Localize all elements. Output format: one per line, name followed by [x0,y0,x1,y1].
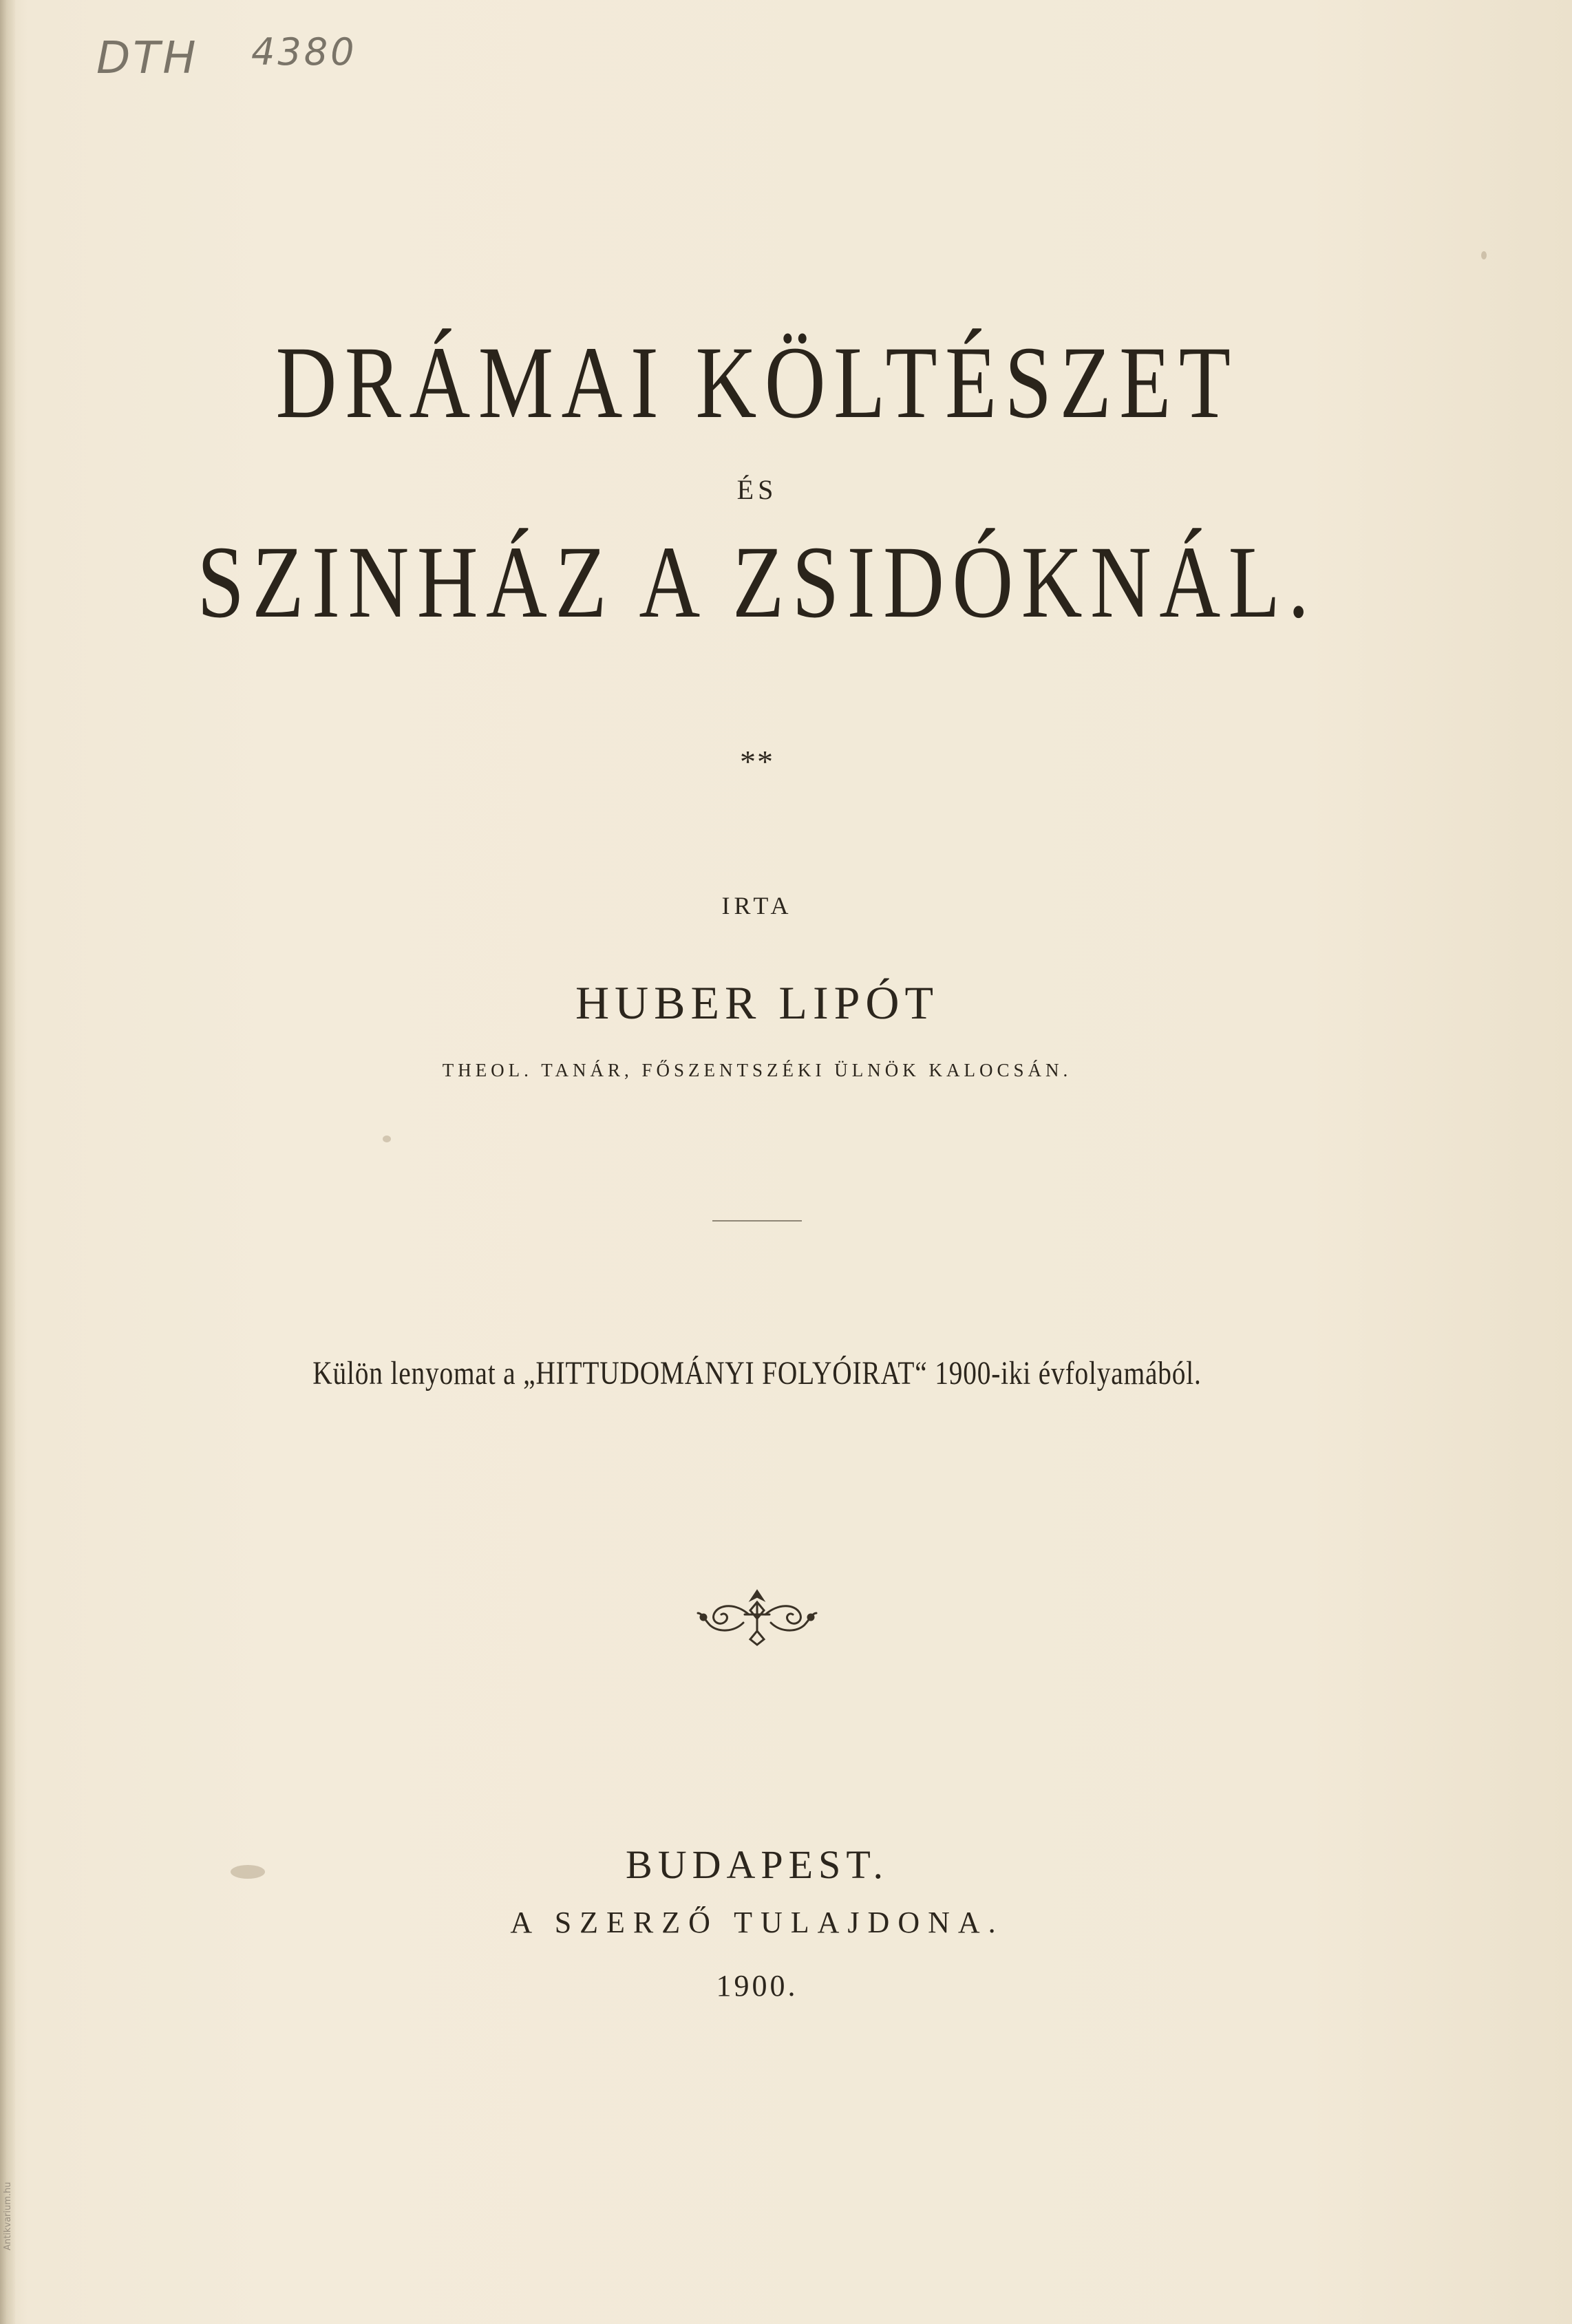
asterism-divider: ** [740,744,774,779]
paper-speck [1481,251,1487,259]
handwritten-shelfmark: DTH [96,33,199,84]
horizontal-rule [712,1220,802,1222]
author-credentials: THEOL. TANÁR, FŐSZENTSZÉKI ÜLNÖK KALOCSÁN. [442,1060,1072,1080]
watermark: Antikvarium.hu [3,2182,13,2250]
imprint-city: BUDAPEST. [626,1842,889,1887]
floral-vignette-icon [695,1583,819,1648]
title-connector: ÉS [736,474,778,505]
title-line-2: SZINHÁZ A ZSIDÓKNÁL. [197,525,1317,639]
handwritten-number: 4380 [251,30,357,74]
offprint-note: Külön lenyomat a „HITTUDOMÁNYI FOLYÓIRAT“ 1900-iki évfolyamából. [312,1355,1202,1392]
author-name: HUBER LIPÓT [575,977,939,1029]
paper-speck [383,1136,391,1142]
title-line-1: DRÁMAI KÖLTÉSZET [275,326,1239,440]
imprint-year: 1900. [716,1969,798,2003]
paper-stain [231,1865,265,1879]
byline-label: IRTA [721,892,793,919]
imprint-publisher: A SZERZŐ TULAJDONA. [510,1906,1004,1939]
